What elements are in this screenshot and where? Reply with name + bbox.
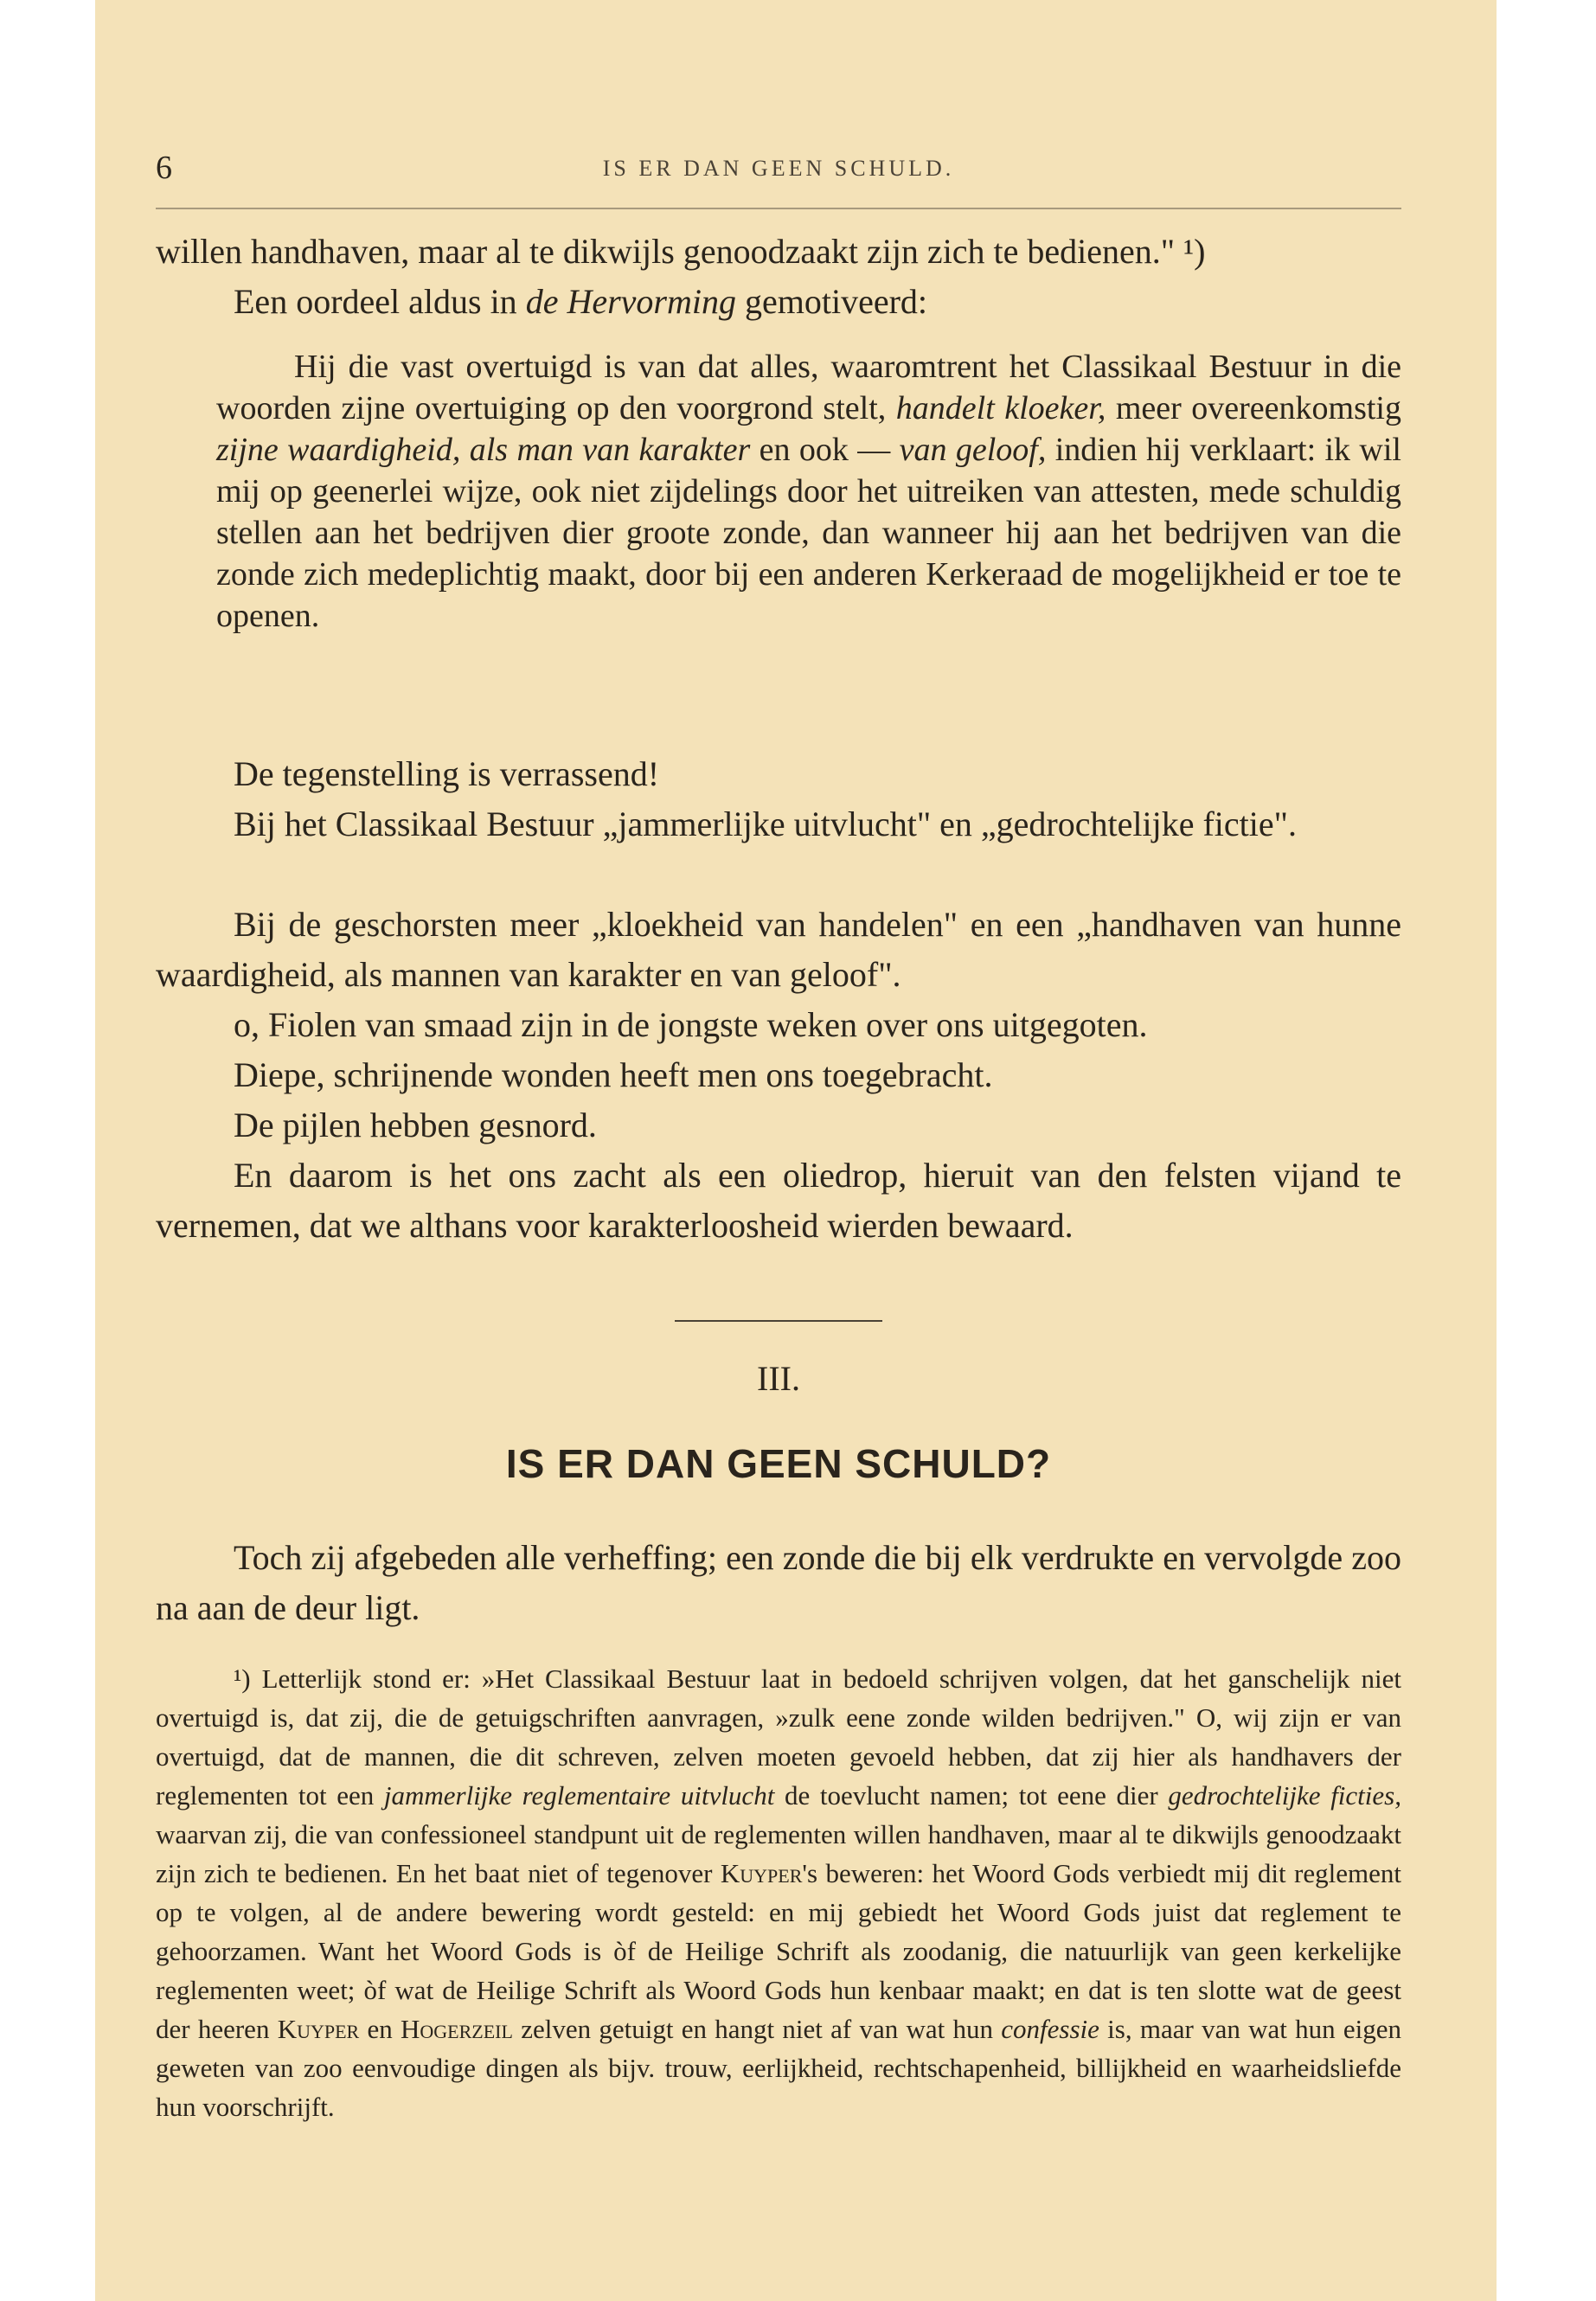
paragraph-5: Diepe, schrijnende wonden heeft men ons toegebracht. (234, 1055, 993, 1094)
footnote: ¹) Letterlijk stond er: »Het Classikaal Bestuur laat in bedoeld schrijven volgen, dat het ganschelijk niet overtuigd is, dat zij, die de getuigschriften aanvragen, »zulk eene zonde wilden bedrijven." O, wij zijn er van overtuigd, dat de mannen, die dit schreven, zelven moeten gevoeld hebben, dat zij hier als handhavers der reglementen tot een jammerlijke reglementaire uitvlucht de toevlucht namen; tot eene dier gedrochtelijke ficties, waarvan zij, die van confessioneel standpunt uit de reglementen willen handhaven, maar al te dikwijls genoodzaakt zijn zich te bedienen. En het baat niet of tegenover Kuyper's beweren: het Woord Gods verbiedt mij dit reglement op te volgen, al de andere bewering wordt gesteld: en mij gebiedt het Woord Gods juist dat reglement te gehoorzamen. Want het Woord Gods is òf de Heilige Schrift als zoodanig, die natuurlijk van geen kerkelijke reglementen weet; òf wat de Heilige Schrift als Woord Gods hun kenbaar maakt; en dat is ten slotte wat de geest der heeren Kuyper en Hogerzeil zelven getuigt en hangt niet af van wat hun confessie is, maar van wat hun eigen geweten van zoo eenvoudige dingen als bijv. trouw, eerlijkheid, rechtschapenheid, billijkheid en waarheidsliefde hun voorschrijft. (156, 1663, 1402, 2122)
page-number: 6 (156, 150, 172, 186)
paragraph-3: Bij de geschorsten meer „kloekheid van handelen" en een „handhaven van hunne waardigheid, als mannen van karakter en van geloof". (156, 905, 1401, 994)
chapter-title: IS ER DAN GEEN SCHULD? (505, 1441, 1052, 1486)
section-divider (675, 1320, 882, 1322)
header-rule (156, 208, 1401, 209)
continued-line: willen handhaven, maar al te dikwijls genoodzaakt zijn zich te bedienen." ¹) (156, 232, 1206, 271)
paragraph-2: Bij het Classikaal Bestuur „jammerlijke uitvlucht" en „gedrochtelijke fictie". (234, 804, 1297, 843)
block-quote: Hij die vast overtuigd is van dat alles, waaromtrent het Classikaal Bestuur in die woorden zijne overtuiging op den voorgrond stelt, handelt kloeker, meer overeenkomstig zijne waardigheid, als man van karakter en ook — van geloof, indien hij verklaart: ik wil mij op geenerlei wijze, ook niet zijdelings door het uitreiken van attesten, mede schuldig stellen aan het bedrijven dier groote zonde, dan wanneer hij aan het bedrijven van die zonde zich medeplichtig maakt, door bij een anderen Kerkeraad de mogelijkheid er toe te openen. (216, 349, 1401, 634)
running-head: IS ER DAN GEEN SCHULD. (602, 156, 955, 181)
chapter-opening: Toch zij afgebeden alle verheffing; een zonde die bij elk verdrukte en vervolgde zoo na aan de deur ligt. (156, 1538, 1401, 1627)
paragraph-4: o, Fiolen van smaad zijn in de jongste weken over ons uitgegoten. (234, 1005, 1148, 1044)
source-title: de Hervorming (525, 282, 736, 321)
paragraph-6: De pijlen hebben gesnord. (234, 1106, 597, 1144)
paragraph-7: En daarom is het ons zacht als een oliedrop, hieruit van den felsten vijand te vernemen, dat we althans voor karakterloosheid wierden bewaard. (156, 1156, 1401, 1245)
chapter-number: III. (757, 1359, 800, 1398)
page-header (156, 149, 1401, 186)
intro-paragraph: Een oordeel aldus in de Hervorming gemotiveerd: (234, 282, 928, 321)
book-page (95, 0, 1497, 2301)
paragraph-1: De tegenstelling is verrassend! (234, 754, 660, 793)
